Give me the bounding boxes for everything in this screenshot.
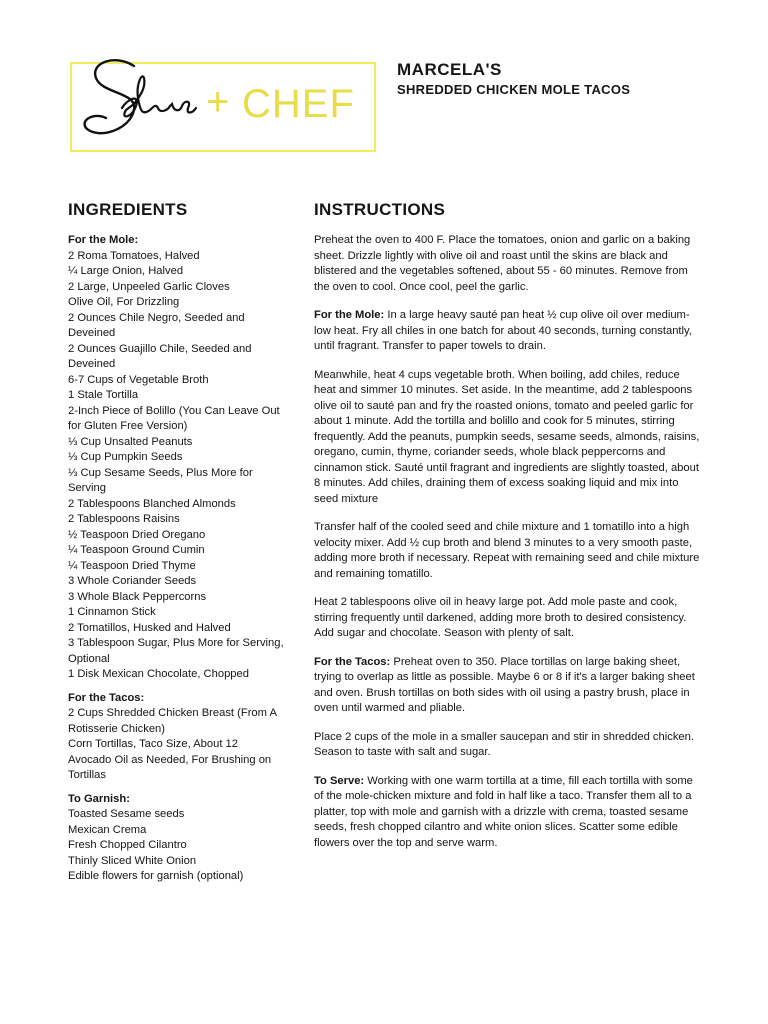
ingredient-item: ¼ Teaspoon Ground Cumin xyxy=(68,544,205,556)
ingredient-item: Thinly Sliced White Onion xyxy=(68,854,197,867)
ingredients-list xyxy=(68,233,288,885)
ingredient-item: Olive Oil, For Drizzling xyxy=(68,296,180,308)
ingredient-item: Corn Tortillas, Taco Size, About 12 xyxy=(68,738,238,750)
section-gap xyxy=(68,683,288,691)
ingredient-section-title: For the Mole: xyxy=(68,234,139,246)
instruction-step-text: Working with one warm tortilla at a time, fill each tortilla with some of the mole-chicken mixture and fold in half like a taco. Transfer them all to a platter, top with mole and garnish with a drizzle with crema, toasted sesame seeds, fresh chopped cilantro and white onion slices. Scatter some edible flowers over the top and serve warm. xyxy=(314,774,693,849)
ingredient-item: Edible flowers for garnish (optional) xyxy=(68,870,244,882)
instruction-step xyxy=(314,520,704,582)
instruction-step xyxy=(314,774,704,852)
instruction-step xyxy=(314,233,704,295)
ingredient-item: 2 Ounces Chile Negro, Seeded and Deveined xyxy=(68,311,245,339)
instruction-step-text: Preheat the oven to 400 F. Place the tomatoes, onion and garlic on a baking sheet. Drizzle lightly with olive oil and roast until the skins are black and blistered and the vegetables softened, about 55 - 60 minutes. Remove from the oven to cool. Once cool, peel the garlic. xyxy=(314,234,691,293)
ingredient-item: Fresh Chopped Cilantro xyxy=(68,839,187,851)
instruction-step xyxy=(314,368,704,508)
ingredient-item: ¼ Teaspoon Dried Thyme xyxy=(68,559,196,572)
ingredient-item: 1 Disk Mexican Chocolate, Chopped xyxy=(68,668,249,680)
instructions-list xyxy=(314,233,704,851)
ingredient-item: 2 Ounces Guajillo Chile, Seeded and Deveined xyxy=(68,342,252,370)
ingredient-item: 1 Cinnamon Stick xyxy=(68,606,156,618)
instruction-step-text: Place 2 cups of the mole in a smaller saucepan and stir in shredded chicken. Season to taste with salt and sugar. xyxy=(314,730,694,758)
logo-plus: + xyxy=(206,80,230,124)
ingredient-item: Mexican Crema xyxy=(68,823,147,836)
instruction-step xyxy=(314,308,704,355)
ingredient-item: 2 Tomatillos, Husked and Halved xyxy=(68,621,231,634)
instruction-step xyxy=(314,655,704,717)
instruction-step-label: For the Tacos: xyxy=(314,655,391,668)
logo-brand: CHEF xyxy=(242,82,355,126)
instruction-step-label: To Serve: xyxy=(314,774,365,787)
ingredient-item: ⅓ Cup Unsalted Peanuts xyxy=(68,435,193,448)
ingredient-item: 2 Tablespoons Raisins xyxy=(68,513,180,525)
instruction-step-text: Preheat oven to 350. Place tortillas on large baking sheet, trying to overlap as little as possible. Maybe 6 or 8 if it's a larger baking sheet and oven. Brush tortillas on both sides with oil using a pastry brush, place in oven until warmed and pliable. xyxy=(314,655,695,714)
ingredient-item: 6-7 Cups of Vegetable Broth xyxy=(68,373,209,386)
ingredient-item: 2 Roma Tomatoes, Halved xyxy=(68,249,200,262)
instruction-step xyxy=(314,730,704,761)
ingredient-item: 1 Stale Tortilla xyxy=(68,389,139,401)
ingredient-item: ¼ Large Onion, Halved xyxy=(68,265,184,277)
ingredient-section-title: To Garnish: xyxy=(68,792,130,805)
instructions-column xyxy=(314,200,704,864)
section-gap xyxy=(68,784,288,792)
chef-name: MARCELA'S xyxy=(397,60,502,79)
instruction-step-text: Heat 2 tablespoons olive oil in heavy large pot. Add mole paste and cook, stirring frequently until darkened, adding more broth to desired consistency. Add sugar and chocolate. Season with plenty of salt. xyxy=(314,596,687,639)
instruction-step-text: Transfer half of the cooled seed and chile mixture and 1 tomatillo into a high velocity mixer. Add ½ cup broth and blend 3 minutes to a very smooth paste, adding more broth if necessary. Repeat with remaining seed and chile mixture and remaining tomatillo. xyxy=(314,521,700,580)
ingredient-item: 3 Tablespoon Sugar, Plus More for Serving, Optional xyxy=(68,637,284,665)
ingredient-item: Toasted Sesame seeds xyxy=(68,808,185,820)
ingredient-item: 2 Cups Shredded Chicken Breast (From A Rotisserie Chicken) xyxy=(68,707,277,735)
instruction-step-text: In a large heavy sauté pan heat ½ cup olive oil over medium-low heat. Fry all chiles in one batch for about 40 seconds, turning constantly, until fragrant. Transfer to paper towels to drain. xyxy=(314,309,692,352)
ingredient-section-title: For the Tacos: xyxy=(68,691,145,704)
ingredient-item: 2-Inch Piece of Bolillo (You Can Leave Out for Gluten Free Version) xyxy=(68,404,280,432)
ingredient-item: 3 Whole Coriander Seeds xyxy=(68,575,197,587)
instructions-heading: INSTRUCTIONS xyxy=(314,200,446,219)
ingredients-heading: INGREDIENTS xyxy=(68,200,188,219)
ingredients-column xyxy=(68,200,288,885)
ingredient-item: 2 Large, Unpeeled Garlic Cloves xyxy=(68,280,230,293)
ingredient-item: 3 Whole Black Peppercorns xyxy=(68,590,207,603)
ingredient-item: 2 Tablespoons Blanched Almonds xyxy=(68,497,236,510)
recipe-title: SHREDDED CHICKEN MOLE TACOS xyxy=(397,82,631,97)
ingredient-item: ⅓ Cup Pumpkin Seeds xyxy=(68,451,183,463)
instruction-step-label: For the Mole: xyxy=(314,309,385,321)
instruction-step xyxy=(314,595,704,642)
instruction-step-text: Meanwhile, heat 4 cups vegetable broth. When boiling, add chiles, reduce heat and simmer 10 minutes. Set aside. In the meantime, add 2 tablespoons olive oil to sauté pan and fry the roasted onions, tomato and peeled garlic for about 1 minute. Add the tortilla and bolillo and cook for 5 minutes, stirring frequently. Add the peanuts, pumpkin seeds, sesame seeds, almonds, raisins, oregano, cumin, thyme, coriander seeds, whole black peppercorns and cinnamon stick. Sauté until fragrant and ingredients are slightly toasted, about 8 minutes. Add chiles, draining them of excess soaking liquid and mix into seed mixture xyxy=(314,368,700,505)
ingredient-item: Avocado Oil as Needed, For Brushing on Tortillas xyxy=(68,753,272,781)
ingredient-item: ½ Teaspoon Dried Oregano xyxy=(68,528,206,541)
ingredient-item: ⅓ Cup Sesame Seeds, Plus More for Serving xyxy=(68,466,253,494)
